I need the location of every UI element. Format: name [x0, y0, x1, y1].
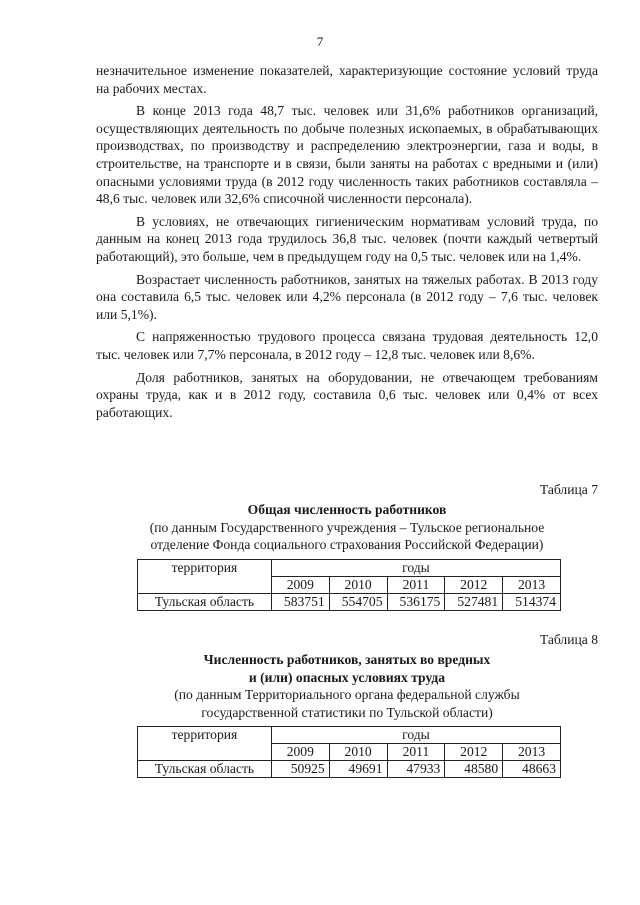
- value-cell: 47933: [387, 761, 445, 778]
- table7-source-line2: отделение Фонда социального страхования Российской Федерации): [150, 537, 544, 553]
- year-cell: 2010: [329, 744, 387, 761]
- territory-header: территория: [138, 727, 272, 761]
- value-cell: 536175: [387, 594, 445, 611]
- paragraph: С напряженностью трудового процесса связана трудовая деятельность 12,0 тыс. человек или 7,7% персонала, в 2012 году – 12,8 тыс. человек или 8,6%.: [96, 329, 598, 362]
- years-header: годы: [271, 727, 560, 744]
- table8-source-line1: (по данным Территориального органа федеральной службы: [174, 687, 520, 703]
- table8-caption: Таблица 8: [539, 632, 598, 647]
- body-text: [96, 62, 598, 426]
- value-cell: 527481: [445, 594, 503, 611]
- paragraph: В конце 2013 года 48,7 тыс. человек или 31,6% работников организаций, осуществляющих деятельность по добыче полезных ископаемых, в обрабатывающих производствах, по производству и распределению электроэнергии, газа и воды, в строительстве, на транспорте и в связи, были заняты на работах с вредными и (или) опасными условиями труда (в 2012 году численность таких работников составляла – 48,6 тыс. человек или 32,6% списочной численности персонала).: [96, 103, 598, 207]
- table8-heading: [96, 651, 598, 721]
- year-cell: 2013: [503, 744, 561, 761]
- row-label: Тульская область: [138, 761, 272, 778]
- paragraph: Возрастает численность работников, занятых на тяжелых работах. В 2013 году она составила 6,5 тыс. человек или 4,2% персонала (в 2012 году – 7,6 тыс. человек или 5,1%).: [96, 271, 598, 322]
- page-number: 7: [316, 34, 324, 49]
- value-cell: 48580: [445, 761, 503, 778]
- value-cell: 49691: [329, 761, 387, 778]
- value-cell: 50925: [271, 761, 329, 778]
- year-cell: 2011: [387, 577, 445, 594]
- year-cell: 2012: [445, 577, 503, 594]
- row-label: Тульская область: [138, 594, 272, 611]
- table7: [137, 559, 561, 611]
- table8-title-line1: Численность работников, занятых во вредных: [203, 652, 491, 667]
- table-row: [138, 594, 561, 611]
- paragraph: незначительное изменение показателей, характеризующие состояние условий труда на рабочих местах.: [96, 63, 598, 96]
- year-cell: 2009: [271, 744, 329, 761]
- value-cell: 514374: [503, 594, 561, 611]
- table7-caption: Таблица 7: [539, 482, 598, 497]
- table-row: [138, 761, 561, 778]
- table7-title: Общая численность работников: [247, 502, 447, 517]
- paragraph: В условиях, не отвечающих гигиеническим нормативам условий труда, по данным на конец 2013 года трудилось 36,8 тыс. человек (почти каждый четвертый работающий), это больше, чем в предыдущем году на 0,5 тыс. человек или на 1,4%.: [96, 213, 598, 264]
- year-cell: 2012: [445, 744, 503, 761]
- year-cell: 2011: [387, 744, 445, 761]
- value-cell: 48663: [503, 761, 561, 778]
- table8-source-line2: государственной статистики по Тульской области): [201, 704, 493, 720]
- year-cell: 2013: [503, 577, 561, 594]
- table7-source-line1: (по данным Государственного учреждения – Тульское региональное: [149, 519, 545, 535]
- table8: [137, 726, 561, 778]
- table8-title-line2: и (или) опасных условиях труда: [248, 669, 446, 685]
- year-cell: 2010: [329, 577, 387, 594]
- value-cell: 554705: [329, 594, 387, 611]
- value-cell: 583751: [271, 594, 329, 611]
- year-cell: 2009: [271, 577, 329, 594]
- table-header-row: [138, 560, 561, 577]
- territory-header: территория: [138, 560, 272, 594]
- years-header: годы: [271, 560, 560, 577]
- table7-heading: [96, 501, 598, 554]
- paragraph: Доля работников, занятых на оборудовании, не отвечающем требованиям охраны труда, как и в 2012 году, составила 0,6 тыс. человек или 0,4% от всех работающих.: [96, 369, 598, 420]
- table-header-row: [138, 727, 561, 744]
